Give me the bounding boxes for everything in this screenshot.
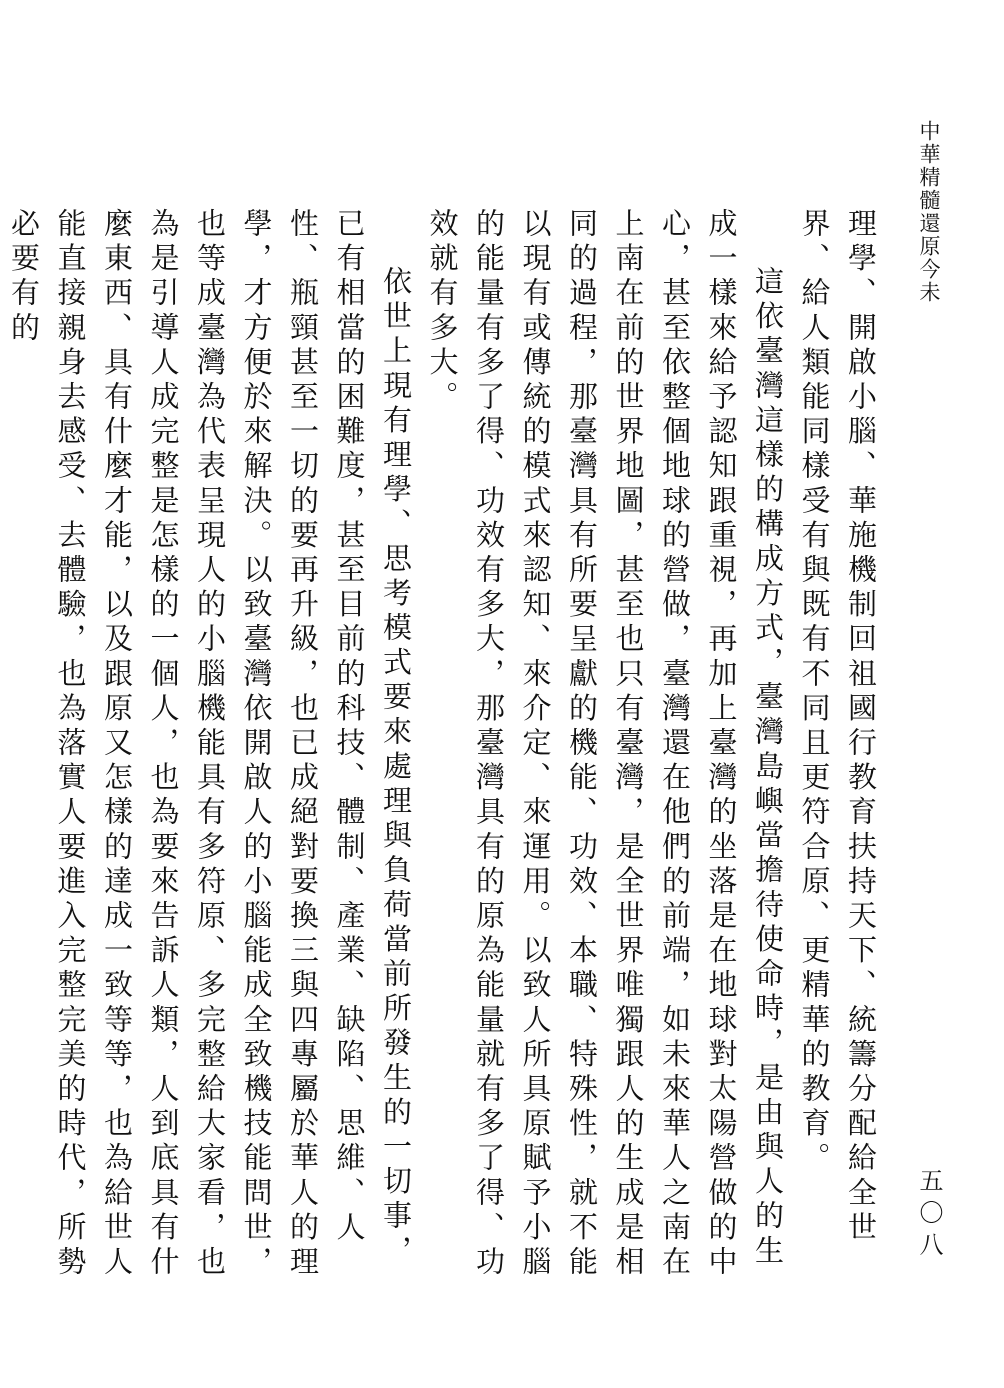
paragraph-1: 理學、開啟小腦、華施機制回祖國行教育扶持天下、統籌分配給全世界、給人類能同樣受有與既有不同且更符合原、更精華的教育。 [797,208,878,1246]
paragraph-3: 依世上現有理學、思考模式要來處理與負荷當前所發生的一切事，已有相當的困難度，甚至目前的科技、體制、產業、缺陷、思維、人性、瓶頸甚至一切的要再升級，也已成絕對要換三與四專屬於華人的理學，才方便於來解決。以致臺灣依開啟人的小腦能成全致機技能問世，也等成臺灣為代表呈現人的小腦機能具有多符原、多完整給大家看，也為是引導人成完整是怎樣的一個人，也為要來告訴人類，人到底具有什麼東西、具有什麼才能，以及跟原又怎樣的達成一致等等，也為給世人能直接親身去感受、去體驗，也為落實人要進入完整完美的時代，所勢必要有的 [7,208,413,1281]
body-text [7,208,884,1288]
page-number: 五〇八 [915,1168,943,1264]
paragraph-2: 這依臺灣這樣的構成方式，臺灣島嶼當擔待使命時，是由與人的生成一樣來給予認知跟重視，再加上臺灣的坐落是在地球對太陽營做的中心，甚至依整個地球的營做，臺灣還在他們的前端，如未來華人之南在上南在前的世界地圖，甚至也只有臺灣，是全世界唯獨跟人的生成是相同的過程，那臺灣具有所要呈獻的機能、功效、本職、特殊性，就不能以現有或傳統的模式來認知、來介定、來運用。以致人所具原賦予小腦的能量有多了得、功效有多大，那臺灣具有的原為能量就有多了得、功效就有多大。 [425,208,785,1281]
running-head-title: 中華精髓還原今未 [917,120,941,304]
